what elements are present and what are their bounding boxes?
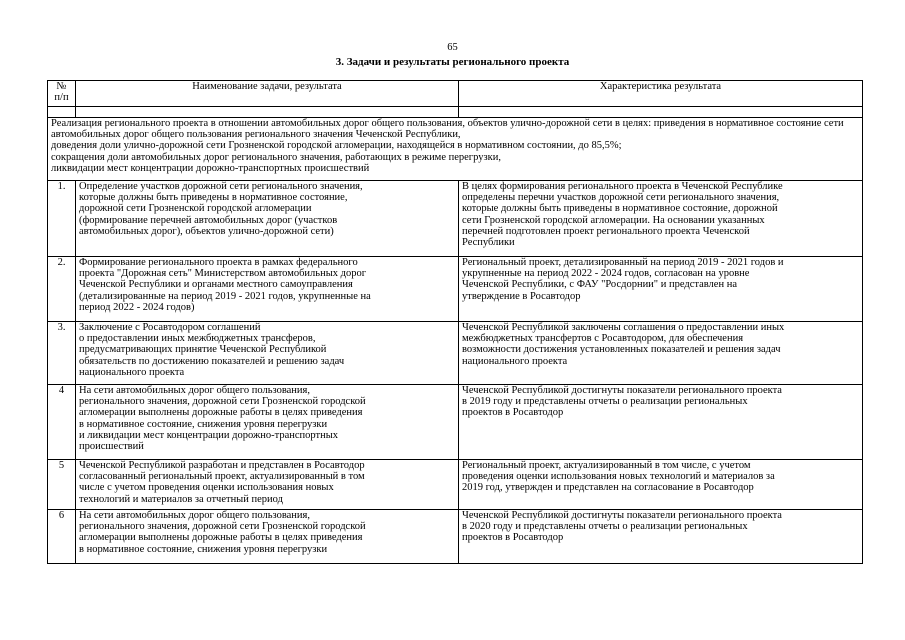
table-spacer-row	[48, 107, 863, 118]
row-characteristic: Чеченской Республикой заключены соглашения о предоставлении иных межбюджетных трансфертов с Росавтодором, для обеспечения возможности достижения установленных показателей и решения задач национального проекта	[459, 322, 863, 385]
table-row	[48, 510, 863, 564]
row-name: Определение участков дорожной сети регионального значения, которые должны быть приведены в нормативное состояние, дорожной сети Грозненской городской агломерации (формирование перечней автомобильных дорог (участков автомобильных дорог), объектов улично-дорожной сети)	[76, 181, 459, 257]
tasks-table	[47, 80, 863, 564]
goal-text: Реализация регионального проекта в отношении автомобильных дорог общего пользования, объектов улично-дорожной сети в целях: приведения в нормативное состояние сети автомобильных дорог общего пользования регионального значения Чеченской Республики, доведения доли улично-дорожной сети Грозненской городской агломерации, находящейся в нормативном состоянии, до 85,5%; сокращения доли автомобильных дорог регионального значения, работающих в режиме перегрузки, ликвидации мест концентрации дорожно-транспортных происшествий	[48, 118, 863, 181]
table-row	[48, 385, 863, 460]
row-number: 6	[48, 510, 76, 564]
header-num: № п/п	[48, 81, 76, 107]
table-row	[48, 257, 863, 322]
goal-row	[48, 118, 863, 181]
row-number: 3.	[48, 322, 76, 385]
page-number: 65	[447, 42, 458, 53]
row-name: Чеченской Республикой разработан и представлен в Росавтодор согласованный региональный проект, актуализированный в том числе с учетом проведения оценки использования новых технологий и материалов за отчетный период	[76, 460, 459, 510]
row-characteristic: Региональный проект, актуализированный в том числе, с учетом проведения оценки использования новых технологий и материалов за 2019 год, утвержден и представлен на согласование в Росавтодор	[459, 460, 863, 510]
header-name: Наименование задачи, результата	[76, 81, 459, 107]
table-row	[48, 460, 863, 510]
row-characteristic: В целях формирования регионального проекта в Чеченской Республике определены перечни участков дорожной сети регионального значения, которые должны быть приведены в нормативное состояние, дорожной сети Грозненской городской агломерации. На основании указанных перечней подготовлен проект регионального проекта Чеченской Республики	[459, 181, 863, 257]
row-number: 2.	[48, 257, 76, 322]
section-title: 3. Задачи и результаты регионального проекта	[335, 56, 570, 68]
header-characteristic: Характеристика результата	[459, 81, 863, 107]
table-header-row	[48, 81, 863, 107]
row-name: На сети автомобильных дорог общего пользования, регионального значения, дорожной сети Грозненской городской агломерации выполнены дорожные работы в целях приведения в нормативное состояние, снижения уровня перегрузки	[76, 510, 459, 564]
row-name: Заключение с Росавтодором соглашений о предоставлении иных межбюджетных трансферов, предусматривающих принятие Чеченской Республикой обязательств по достижению показателей и решению задач национального проекта	[76, 322, 459, 385]
row-characteristic: Чеченской Республикой достигнуты показатели регионального проекта в 2020 году и представлены отчеты о реализации региональных проектов в Росавтодор	[459, 510, 863, 564]
row-number: 5	[48, 460, 76, 510]
row-number: 4	[48, 385, 76, 460]
row-name: На сети автомобильных дорог общего пользования, регионального значения, дорожной сети Грозненской городской агломерации выполнены дорожные работы в целях приведения в нормативное состояние, снижения уровня перегрузки и ликвидации мест концентрации дорожно-транспортных происшествий	[76, 385, 459, 460]
table-row	[48, 322, 863, 385]
row-number: 1.	[48, 181, 76, 257]
row-characteristic: Чеченской Республикой достигнуты показатели регионального проекта в 2019 году и представлены отчеты о реализации региональных проектов в Росавтодор	[459, 385, 863, 460]
row-characteristic: Региональный проект, детализированный на период 2019 - 2021 годов и укрупненные на период 2022 - 2024 годов, согласован на уровне Чеченской Республики, с ФАУ "Росдорнии" и представлен на утверждение в Росавтодор	[459, 257, 863, 322]
row-name: Формирование регионального проекта в рамках федерального проекта "Дорожная сеть" Министерством автомобильных дорог Чеченской Республики и органами местного самоуправления (детализированные на период 2019 - 2021 годов, укрупненные на период 2022 - 2024 годов)	[76, 257, 459, 322]
table-row	[48, 181, 863, 257]
